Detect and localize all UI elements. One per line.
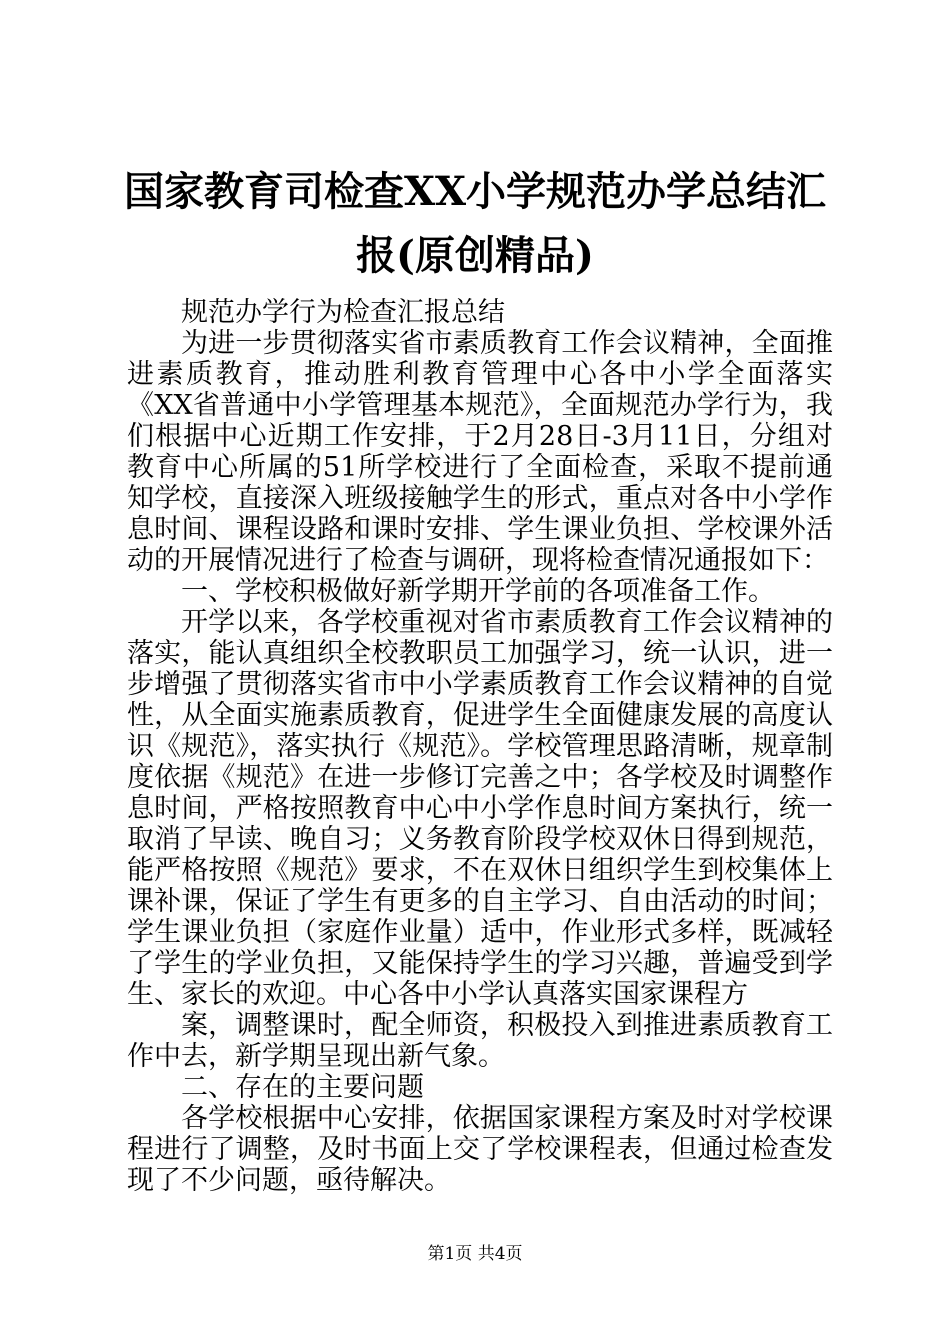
- section-heading-2: 二、存在的主要问题: [181, 1072, 424, 1103]
- paragraph-section-1: 开学以来，各学校重视对省市素质教育工作会议精神的落实，能认真组织全校教职员工加强学习，统一认识，进一步增强了贯彻落实省市中小学素质教育工作会议精神的自觉性，从全面实施素质教育，促进学生全面健康发展的高度认识《规范》，落实执行《规范》。学校管理思路清晰，规章制度依据《规范》在进一步修订完善之中；各学校及时调整作息时间，严格按照教育中心中小学作息时间方案执行，统一取消了早读、晚自习；义务教育阶段学校双休日得到规范，能严格按照《规范》要求，不在双休日组织学生到校集体上课补课，保证了学生有更多的自主学习、自由活动的时间；学生课业负担（家庭作业量）适中，作业形式多样，既减轻了学生的学业负担，又能保持学生的学习兴趣，普遍受到学生、家长的欢迎。中心各中小学认真落实国家课程方: [127, 607, 833, 1010]
- paragraph-section-2: 各学校根据中心安排，依据国家课程方案及时对学校课程进行了调整，及时书面上交了学校课程表，但通过检查发现了不少问题，亟待解决。: [127, 1103, 833, 1196]
- document-body: [127, 297, 833, 1196]
- document-title: 国家教育司检查XX小学规范办学总结汇报(原创精品): [123, 168, 827, 279]
- paragraph-section-1-continued: 案，调整课时，配全师资，积极投入到推进素质教育工作中去，新学期呈现出新气象。: [127, 1010, 833, 1072]
- paragraph-subtitle: 规范办学行为检查汇报总结: [181, 297, 505, 328]
- section-heading-1: 一、学校积极做好新学期开学前的各项准备工作。: [181, 576, 775, 607]
- page-number-footer: 第1页 共4页: [427, 1244, 523, 1264]
- paragraph-intro: 为进一步贯彻落实省市素质教育工作会议精神，全面推进素质教育，推动胜利教育管理中心各中小学全面落实《XX省普通中小学管理基本规范》，全面规范办学行为，我们根据中心近期工作安排，于2月28日-3月11日，分组对教育中心所属的51所学校进行了全面检查，采取不提前通知学校，直接深入班级接触学生的形式，重点对各中小学作息时间、课程设路和课时安排、学生课业负担、学校课外活动的开展情况进行了检查与调研，现将检查情况通报如下：: [127, 328, 833, 576]
